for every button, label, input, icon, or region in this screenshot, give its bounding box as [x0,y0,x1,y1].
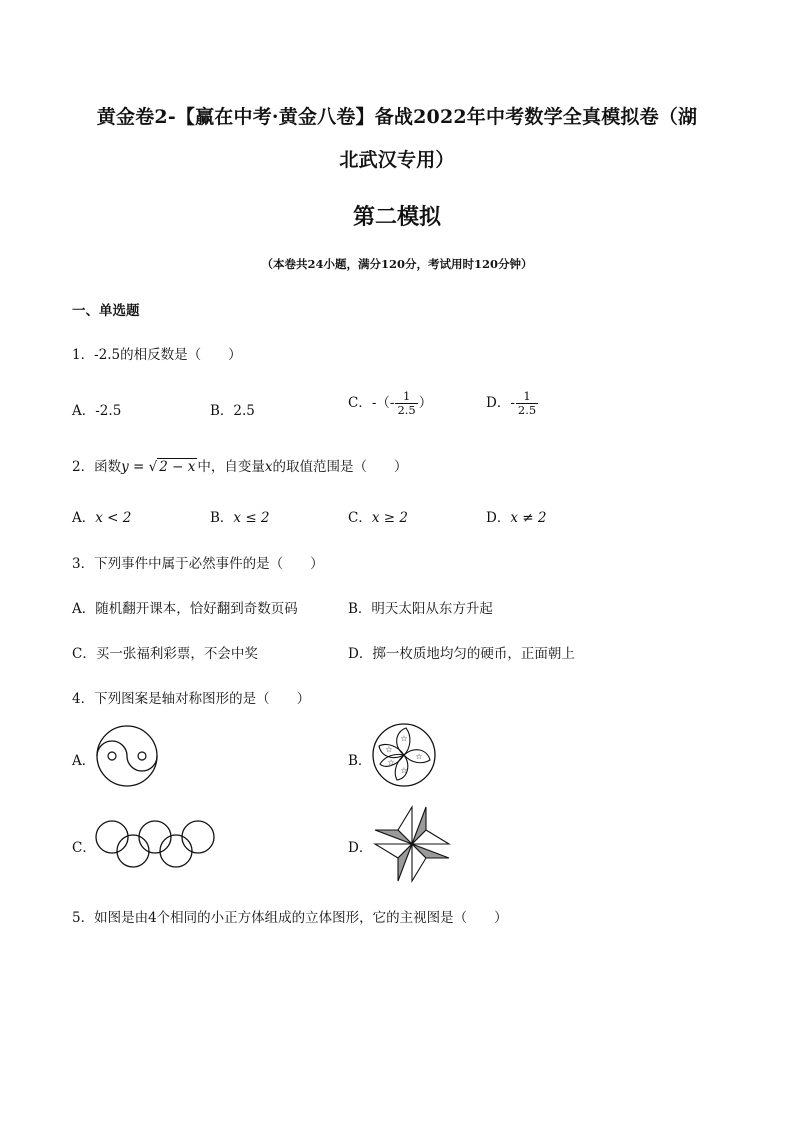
option-d-prefix: D．- [486,395,515,412]
option-d-numerator: 1 [516,390,538,404]
q2-var: x [264,459,273,475]
question-1-stem: 1．-2.5的相反数是（ ） [72,347,242,363]
option-c-denominator: 2.5 [397,403,416,418]
option-d-fraction [516,390,538,417]
q2-b-expr: x ≤ 2 [233,510,270,526]
question-1-option-c[interactable] [348,390,432,417]
q2-prefix: 2．函数 [72,459,122,475]
question-3-stem: 3．下列事件中属于必然事件的是（ ） [72,556,324,572]
question-2-option-b[interactable] [210,506,270,526]
q2-c-expr: x ≥ 2 [371,510,408,526]
question-1-option-d[interactable] [486,390,539,417]
question-2-option-c[interactable] [348,506,408,526]
svg-text:☆: ☆ [415,752,423,761]
q2-d-expr: x ≠ 2 [510,510,547,526]
option-c-prefix: C．-（- [348,395,395,412]
radical-sign-icon: √ [148,459,158,475]
exam-title-line-1: 黄金卷2-【赢在中考·黄金八卷】备战2022年中考数学全真模拟卷（湖 [96,106,698,128]
q2-suffix: 的取值范围是（ ） [272,459,408,475]
question-4-option-d[interactable]: D． [348,840,373,856]
question-4-option-b[interactable]: B． [348,753,372,769]
question-4-stem: 4．下列图案是轴对称图形的是（ ） [72,691,311,707]
question-4-option-c[interactable]: C． [72,840,96,856]
q2-b-label: B． [210,510,234,526]
svg-text:☆: ☆ [385,745,393,754]
question-4-option-a[interactable]: A． [72,753,96,769]
olympic-rings-figure [93,819,217,869]
option-c-suffix: ） [418,395,433,412]
q2-a-label: A． [72,510,96,526]
question-1-option-b[interactable]: B．2.5 [210,403,255,419]
q2-radicand: 2 − x [159,459,196,475]
svg-text:☆: ☆ [400,734,408,743]
question-2-option-a[interactable] [72,506,131,526]
q2-eq: = [128,459,149,475]
question-2-option-d[interactable] [486,506,546,526]
option-c-numerator: 1 [395,390,417,404]
q2-sqrt [149,459,198,475]
q2-c-label: C． [348,510,372,526]
question-3-option-c[interactable]: C．买一张福利彩票，不会中奖 [72,646,258,662]
question-3-option-d[interactable]: D．掷一枚质地均匀的硬币，正面朝上 [348,646,575,662]
section-heading-single-choice: 一、单选题 [72,303,140,319]
taiji-figure [95,724,159,788]
question-5-stem: 5．如图是由4个相同的小正方体组成的立体图形，它的主视图是（ ） [72,910,508,926]
question-2-stem [72,455,407,475]
option-d-denominator: 2.5 [517,403,537,418]
pinwheel-figure [371,803,453,885]
q2-d-label: D． [486,510,511,526]
exam-subtitle: 第二模拟 [352,204,441,230]
exam-note: （本卷共24小题，满分120分，考试用时120分钟） [261,257,533,271]
svg-text:☆: ☆ [387,758,395,767]
question-1-option-a[interactable]: A．-2.5 [72,403,122,419]
exam-title-line-2: 北武汉专用） [339,149,455,171]
bauhinia-figure [371,722,437,788]
option-c-fraction [395,390,417,417]
question-3-option-a[interactable]: A．随机翻开课本，恰好翻到奇数页码 [72,601,298,617]
q2-y: y [121,459,129,475]
q2-middle: 中，自变量 [197,459,265,475]
question-3-option-b[interactable]: B．明天太阳从东方升起 [348,601,493,617]
svg-text:☆: ☆ [400,766,408,775]
q2-a-expr: x < 2 [95,510,132,526]
